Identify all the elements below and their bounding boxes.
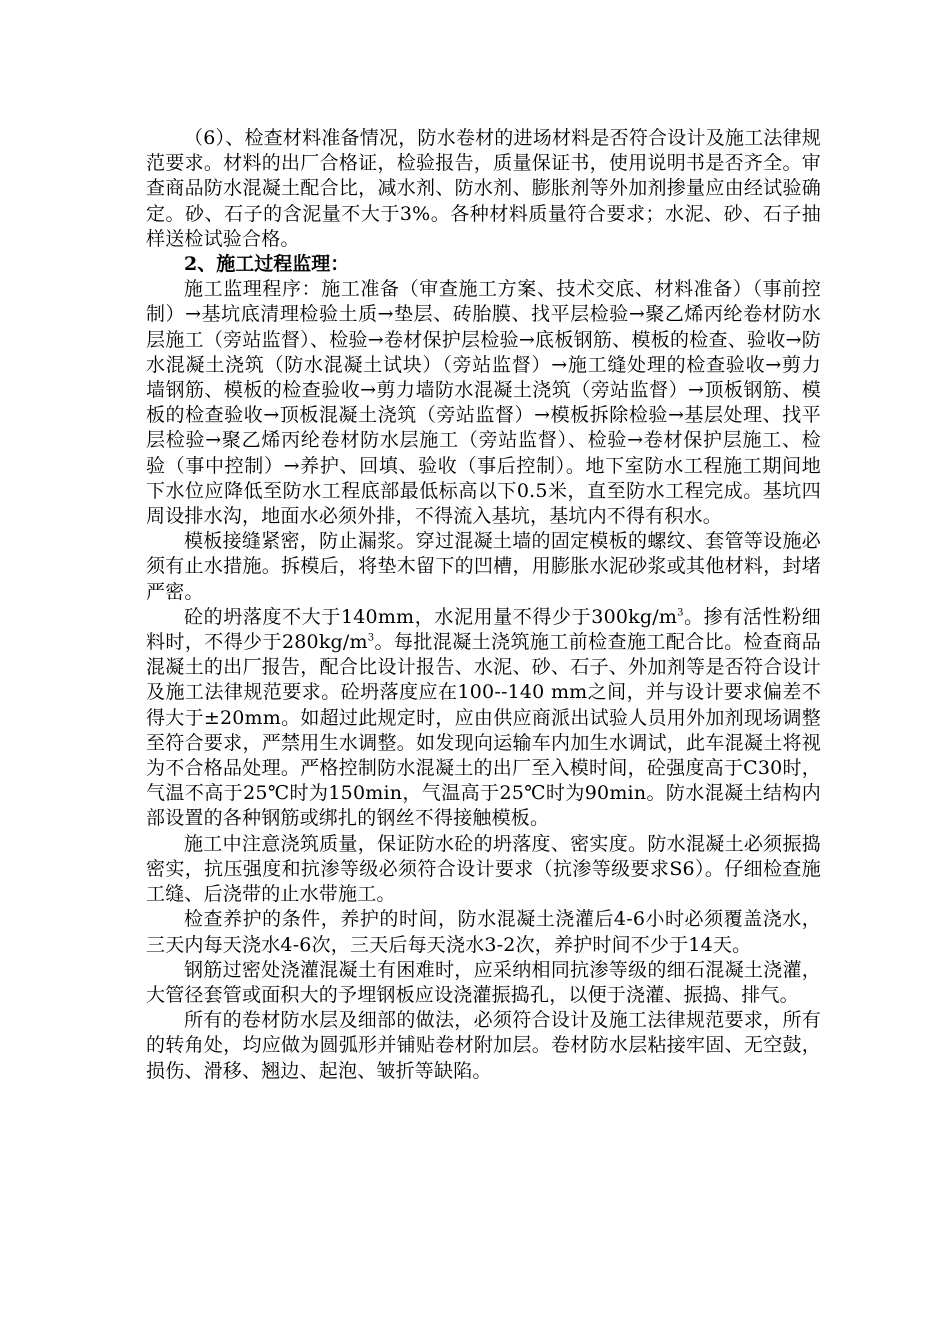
paragraph-pouring-quality: 施工中注意浇筑质量，保证防水砼的坍落度、密实度。防水混凝土必须振捣密实，抗压强度和抗渗等级必须符合设计要求（抗渗等级要求S6）。仔细检查施工缝、后浇带的止水带施工。 (146, 832, 821, 906)
cubic-superscript-1: 3 (677, 607, 684, 619)
section-heading-construction-supervision: 2、施工过程监理： (184, 253, 350, 276)
paragraph-dense-rebar: 钢筋过密处浇灌混凝土有困难时，应采纳相同抗渗等级的细石混凝土浇灌，大管径套管或面积大的予埋钢板应设浇灌振捣孔，以便于浇灌、振捣、排气。 (146, 958, 821, 1006)
cubic-superscript-2: 3 (367, 632, 375, 644)
slump-text-part-3: 。每批混凝土浇筑施工前检查施工配合比。检查商品混凝土的出厂报告，配合比设计报告、水泥、砂、石子、外加剂等是否符合设计及施工法律规范要求。砼坍落度应在100--140 mm之间，并与设计要求偏差不得大于±20mm。如超过此规定时，应由供应商派出试验人员用外加剂现场调整至符合要求，严禁用生水调整。如发现向运输车内加生水调试，此车混凝土将视为不合格品处理。严格控制防水混凝土的出厂至入模时间，砼强度高于C30时，气温不高于25℃时为150min，气温高于25℃时为90min。防水混凝土结构内部设置的各种钢筋或绑扎的钢丝不得接触模板。 (146, 631, 821, 830)
slump-text-part-1: 砼的坍落度不大于140mm，水泥用量不得少于300kg/m (184, 605, 678, 628)
document-body (146, 126, 821, 1084)
paragraph-material-check: （6）、检查材料准备情况，防水卷材的进场材料是否符合设计及施工法律规范要求。材料的出厂合格证，检验报告，质量保证书，使用说明书是否齐全。审查商品防水混凝土配合比，减水剂、防水剂、膨胀剂等外加剂掺量应由经试验确定。砂、石子的含泥量不大于3%。各种材料质量符合要求；水泥、砂、石子抽样送检试验合格。 (146, 127, 821, 250)
paragraph-formwork-joints: 模板接缝紧密，防止漏浆。穿过混凝土墙的固定模板的螺纹、套管等设施必须有止水措施。拆模后，将垫木留下的凹槽，用膨胀水泥砂浆或其他材料，封堵严密。 (146, 530, 821, 603)
slump-text-part-2: 。掺有活性粉细料时，不得少于280kg/m (146, 605, 821, 654)
paragraph-curing: 检查养护的条件，养护的时间，防水混凝土浇灌后4-6小时必须覆盖浇水，三天内每天浇水4-6次，三天后每天浇水3-2次，养护时间不少于14天。 (146, 908, 821, 956)
paragraph-supervision-procedure: 施工监理程序：施工准备（审查施工方案、技术交底、材料准备）（事前控制）→基坑底清理检验土质→垫层、砖胎膜、找平层检验→聚乙烯丙纶卷材防水层施工（旁站监督）、检验→卷材保护层检验→底板钢筋、模板的检查、验收→防水混凝土浇筑（防水混凝土试块）（旁站监督）→施工缝处理的检查验收→剪力墙钢筋、模板的检查验收→剪力墙防水混凝土浇筑（旁站监督）→顶板钢筋、模板的检查验收→顶板混凝土浇筑（旁站监督）→模板拆除检验→基层处理、找平层检验→聚乙烯丙纶卷材防水层施工（旁站监督）、检验→卷材保护层施工、检验（事中控制）→养护、回填、验收（事后控制）。地下室防水工程施工期间地下水位应降低至防水工程底部最低标高以下0.5米，直至防水工程完成。基坑四周设排水沟，地面水必须外排，不得流入基坑，基坑内不得有积水。 (146, 278, 821, 528)
paragraph-membrane-details: 所有的卷材防水层及细部的做法，必须符合设计及施工法律规范要求，所有的转角处，均应做为圆弧形并铺贴卷材附加层。卷材防水层粘接牢固、无空鼓，损伤、滑移、翘边、起泡、皱折等缺陷。 (146, 1009, 821, 1082)
paragraph-concrete-slump (146, 605, 821, 832)
